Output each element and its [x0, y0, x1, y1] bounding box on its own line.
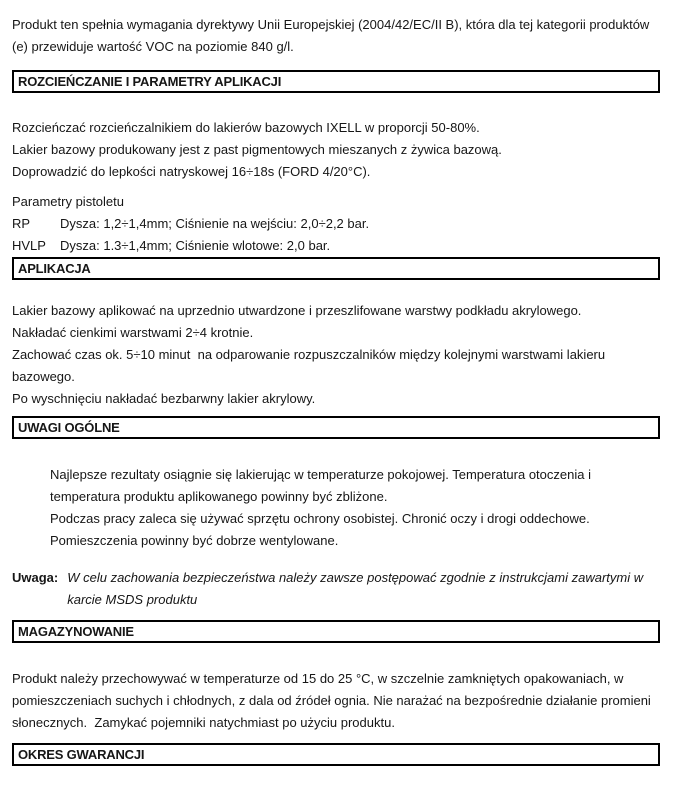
paragraph: Doprowadzić do lepkości natryskowej 16÷18s (FORD 4/20°C).: [12, 164, 371, 179]
pistol-param-row: [12, 235, 660, 257]
section-header-magazynowanie: [12, 620, 660, 643]
section-header-label: OKRES GWARANCJI: [18, 747, 145, 762]
paragraph: Rozcieńczać rozcieńczalnikiem do lakierów bazowych IXELL w proporcji 50-80%.: [12, 120, 480, 135]
safety-note: [12, 567, 660, 611]
paragraph: Podczas pracy zaleca się używać sprzętu ochrony osobistej. Chronić oczy i drogi oddechowe.: [50, 511, 590, 526]
pistol-param-row: [12, 213, 660, 235]
section-header-label: MAGAZYNOWANIE: [18, 624, 134, 639]
storage-paragraph: Produkt należy przechowywać w temperaturze od 15 do 25 °C, w szczelnie zamkniętych opakowaniach, w pomieszczeniach suchych i chłodnych, z dala od źródeł ognia. Nie narażać na bezpośrednie działanie promieni słonecznych. Zamykać pojemniki natychmiast po użyciu produktu.: [12, 671, 655, 730]
note-text: W celu zachowania bezpieczeństwa należy zawsze postępować zgodnie z instrukcjami zawartymi w karcie MSDS produktu: [67, 570, 647, 607]
section-header-aplikacja: [12, 257, 660, 280]
section-header-rozcienczanie-i-parametry-aplikacji: [12, 70, 660, 93]
paragraph: Lakier bazowy aplikować na uprzednio utwardzone i przeszlifowane warstwy podkładu akrylowego.: [12, 303, 582, 318]
pistol-param-specs: Dysza: 1,2÷1,4mm; Ciśnienie na wejściu: 2,0÷2,2 bar.: [60, 216, 370, 231]
note-label: Uwaga:: [12, 570, 59, 585]
section-header-label: ROZCIEŃCZANIE I PARAMETRY APLIKACJI: [18, 74, 282, 89]
pistol-params-title: Parametry pistoletu: [12, 194, 124, 209]
paragraph: Zachować czas ok. 5÷10 minut na odparowanie rozpuszczalników między kolejnymi warstwami lakieru bazowego.: [12, 347, 609, 384]
paragraph: Nakładać cienkimi warstwami 2÷4 krotnie.: [12, 325, 254, 340]
section-header-label: APLIKACJA: [18, 261, 91, 276]
pistol-param-label: HVLP: [12, 238, 46, 253]
intro-paragraph: Produkt ten spełnia wymagania dyrektywy Unii Europejskiej (2004/42/EC/II B), która dla tej kategorii produktów (e) przewiduje wartość VOC na poziomie 840 g/l.: [12, 17, 653, 54]
paragraph: Po wyschnięciu nakładać bezbarwny lakier akrylowy.: [12, 391, 316, 406]
pistol-param-label: RP: [12, 216, 31, 231]
paragraph: Pomieszczenia powinny być dobrze wentylowane.: [50, 533, 339, 548]
section-header-uwagi-ogolne: [12, 416, 660, 439]
paragraph: Najlepsze rezultaty osiągnie się lakierując w temperaturze pokojowej. Temperatura otoczenia i temperatura produktu aplikowanego powinny być zbliżone.: [50, 467, 595, 504]
general-remarks-paragraph-group: [50, 464, 660, 552]
section-header-label: UWAGI OGÓLNE: [18, 420, 120, 435]
application-paragraph-group: [12, 300, 660, 410]
pistol-param-specs: Dysza: 1.3÷1,4mm; Ciśnienie wlotowe: 2,0 bar.: [60, 238, 331, 253]
paragraph: Lakier bazowy produkowany jest z past pigmentowych mieszanych z żywica bazową.: [12, 142, 502, 157]
dilution-paragraph-group: [12, 117, 660, 183]
section-header-okres-gwarancji: [12, 743, 660, 766]
